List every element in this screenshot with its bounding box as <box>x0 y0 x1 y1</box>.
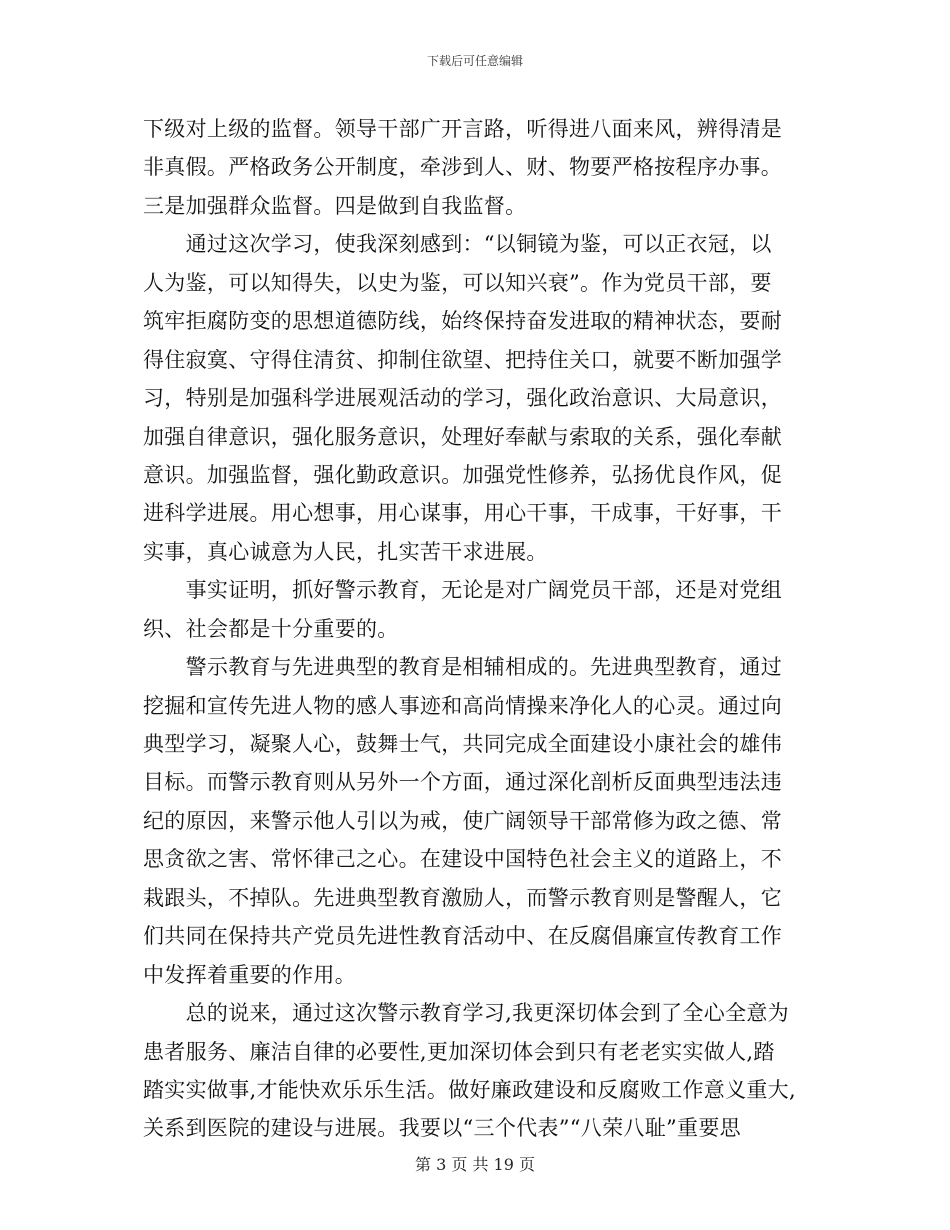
page-header-note: 下载后可任意编辑 <box>426 54 523 68</box>
text-line: 关系到医院的建设与进展。我要以“三个代表”“八荣八耻”重要思 <box>143 1116 741 1141</box>
text-line: 三是加强群众监督。四是做到自我监督。 <box>143 193 527 218</box>
text-line: 意识。加强监督，强化勤政意识。加强党性修养，弘扬优良作风，促 <box>143 462 782 487</box>
text-line: 加强自律意识，强化服务意识，处理好奉献与索取的关系，强化奉献 <box>143 424 782 449</box>
text-line: 得住寂寞、守得住清贫、抑制住欲望、把持住关口，就要不断加强学 <box>143 347 782 372</box>
text-line: 典型学习，凝聚人心，鼓舞士气，共同完成全面建设小康社会的雄伟 <box>143 732 782 756</box>
text-line: 下级对上级的监督。领导干部广开言路，听得进八面来风，辨得清是 <box>143 117 782 141</box>
text-line: 织、社会都是十分重要的。 <box>143 616 399 641</box>
page-number: 第 3 页 共 19 页 <box>415 1155 535 1174</box>
document-body <box>143 110 813 1148</box>
text-line: 中发挥着重要的作用。 <box>143 962 356 987</box>
text-line: 实事，真心诚意为人民，扎实苦干求进展。 <box>143 539 548 564</box>
text-line: 通过这次学习，使我深刻感到：“以铜镜为鉴，可以正衣冠，以 <box>143 232 772 257</box>
text-line: 挖掘和宣传先进人物的感人事迹和高尚情操来净化人的心灵。通过向 <box>143 693 782 718</box>
text-line: 人为鉴，可以知得失，以史为鉴，可以知兴衰”。作为党员干部，要 <box>143 270 772 295</box>
text-line: 事实证明，抓好警示教育，无论是对广阔党员干部，还是对党组 <box>143 578 782 603</box>
text-line: 筑牢拒腐防变的思想道德防线，始终保持奋发进取的精神状态，要耐 <box>143 309 782 334</box>
text-line: 踏实实做事,才能快欢乐乐生活。做好廉政建设和反腐败工作意义重大, <box>143 1077 796 1102</box>
text-line: 们共同在保持共产党员先进性教育活动中、在反腐倡廉宣传教育工作 <box>143 924 782 949</box>
text-line: 目标。而警示教育则从另外一个方面，通过深化剖析反面典型违法违 <box>143 770 782 795</box>
text-line: 习，特别是加强科学进展观活动的学习，强化政治意识、大局意识， <box>143 386 782 411</box>
text-line: 进科学进展。用心想事，用心谋事，用心干事，干成事，干好事，干 <box>143 501 782 526</box>
text-line: 非真假。严格政务公开制度，牵涉到人、财、物要严格按程序办事。 <box>143 155 782 180</box>
text-line: 纪的原因，来警示他人引以为戒，使广阔领导干部常修为政之德、常 <box>143 808 782 833</box>
text-line: 总的说来，通过这次警示教育学习,我更深切体会到了全心全意为 <box>143 1001 789 1026</box>
text-line: 思贪欲之害、常怀律己之心。在建设中国特色社会主义的道路上，不 <box>143 847 782 872</box>
text-line: 患者服务、廉洁自律的必要性,更加深切体会到只有老老实实做人,踏 <box>143 1039 775 1064</box>
text-line: 栽跟头，不掉队。先进典型教育激励人，而警示教育则是警醒人，它 <box>143 885 782 910</box>
text-line: 警示教育与先进典型的教育是相辅相成的。先进典型教育，通过 <box>143 655 782 680</box>
